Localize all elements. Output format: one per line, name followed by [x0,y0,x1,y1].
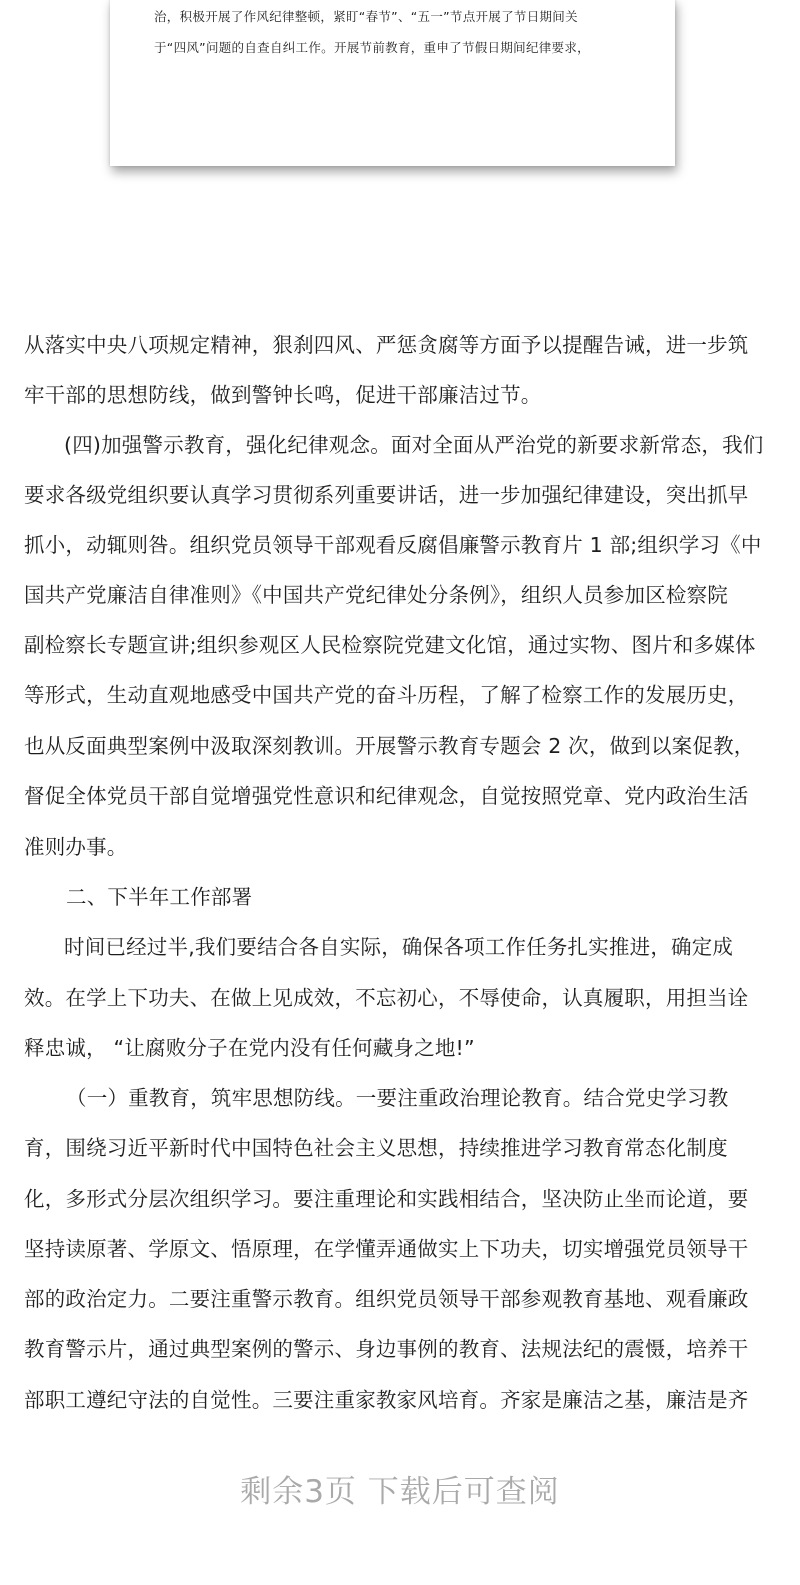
preview-line: 治，积极开展了作风纪律整顿，紧盯“春节”、“五一”节点开展了节日期间关 [154,9,578,24]
previous-page-preview [110,0,675,166]
section-heading-line: (四)加强警示教育，强化纪律观念。面对全面从严治党的新要求新常态，我们 [64,433,764,457]
paragraph-line: 抓小，动辄则咎。组织党员领导干部观看反腐倡廉警示教育片 1 部;组织学习《中 [24,533,762,557]
paragraph-line: 部的政治定力。二要注重警示教育。组织党员领导干部参观教育基地、观看廉政 [24,1287,749,1311]
paragraph-line: 国共产党廉洁自律准则》《中国共产党纪律处分条例》，组织人员参加区检察院 [24,583,728,607]
paragraph-line: 准则办事。 [24,835,128,859]
remaining-pages-notice[interactable]: 剩余3页 下载后可查阅 [240,1474,560,1510]
paragraph-line: 等形式，生动直观地感受中国共产党的奋斗历程，了解了检察工作的发展历史， [24,683,749,707]
paragraph-line: 从落实中央八项规定精神，狠刹四风、严惩贪腐等方面予以提醒告诫，进一步筑 [24,333,749,357]
section-title: 二、下半年工作部署 [66,885,253,909]
paragraph-line: 坚持读原著、学原文、悟原理，在学懂弄通做实上下功夫，切实增强党员领导干 [24,1237,749,1261]
paragraph-line: 牢干部的思想防线，做到警钟长鸣，促进干部廉洁过节。 [24,383,542,407]
paragraph-line: 要求各级党组织要认真学习贯彻系列重要讲话，进一步加强纪律建设，突出抓早 [24,483,749,507]
paragraph-line: 部职工遵纪守法的自觉性。三要注重家教家风培育。齐家是廉洁之基，廉洁是齐 [24,1388,749,1412]
preview-line: 于“四风”问题的自查自纠工作。开展节前教育，重申了节假日期间纪律要求， [154,40,590,55]
paragraph-line: 化，多形式分层次组织学习。要注重理论和实践相结合，坚决防止坐而论道，要 [24,1187,749,1211]
paragraph-line: 育，围绕习近平新时代中国特色社会主义思想，持续推进学习教育常态化制度 [24,1136,728,1160]
paragraph-line: 教育警示片，通过典型案例的警示、身边事例的教育、法规法纪的震慑，培养干 [24,1337,749,1361]
paragraph-line: 也从反面典型案例中汲取深刻教训。开展警示教育专题会 2 次，做到以案促教， [24,734,755,758]
paragraph-line: 时间已经过半,我们要结合各自实际，确保各项工作任务扎实推进，确定成 [64,935,734,959]
paragraph-line: 释忠诚， “让腐败分子在党内没有任何藏身之地!” [24,1036,475,1060]
paragraph-line: 督促全体党员干部自觉增强党性意识和纪律观念，自觉按照党章、党内政治生活 [24,784,749,808]
paragraph-line: 副检察长专题宣讲;组织参观区人民检察院党建文化馆，通过实物、图片和多媒体 [24,633,756,657]
subsection-heading-line: （一）重教育，筑牢思想防线。一要注重政治理论教育。结合党史学习教 [66,1086,729,1110]
paragraph-line: 效。在学上下功夫、在做上见成效，不忘初心，不辱使命，认真履职，用担当诠 [24,986,749,1010]
